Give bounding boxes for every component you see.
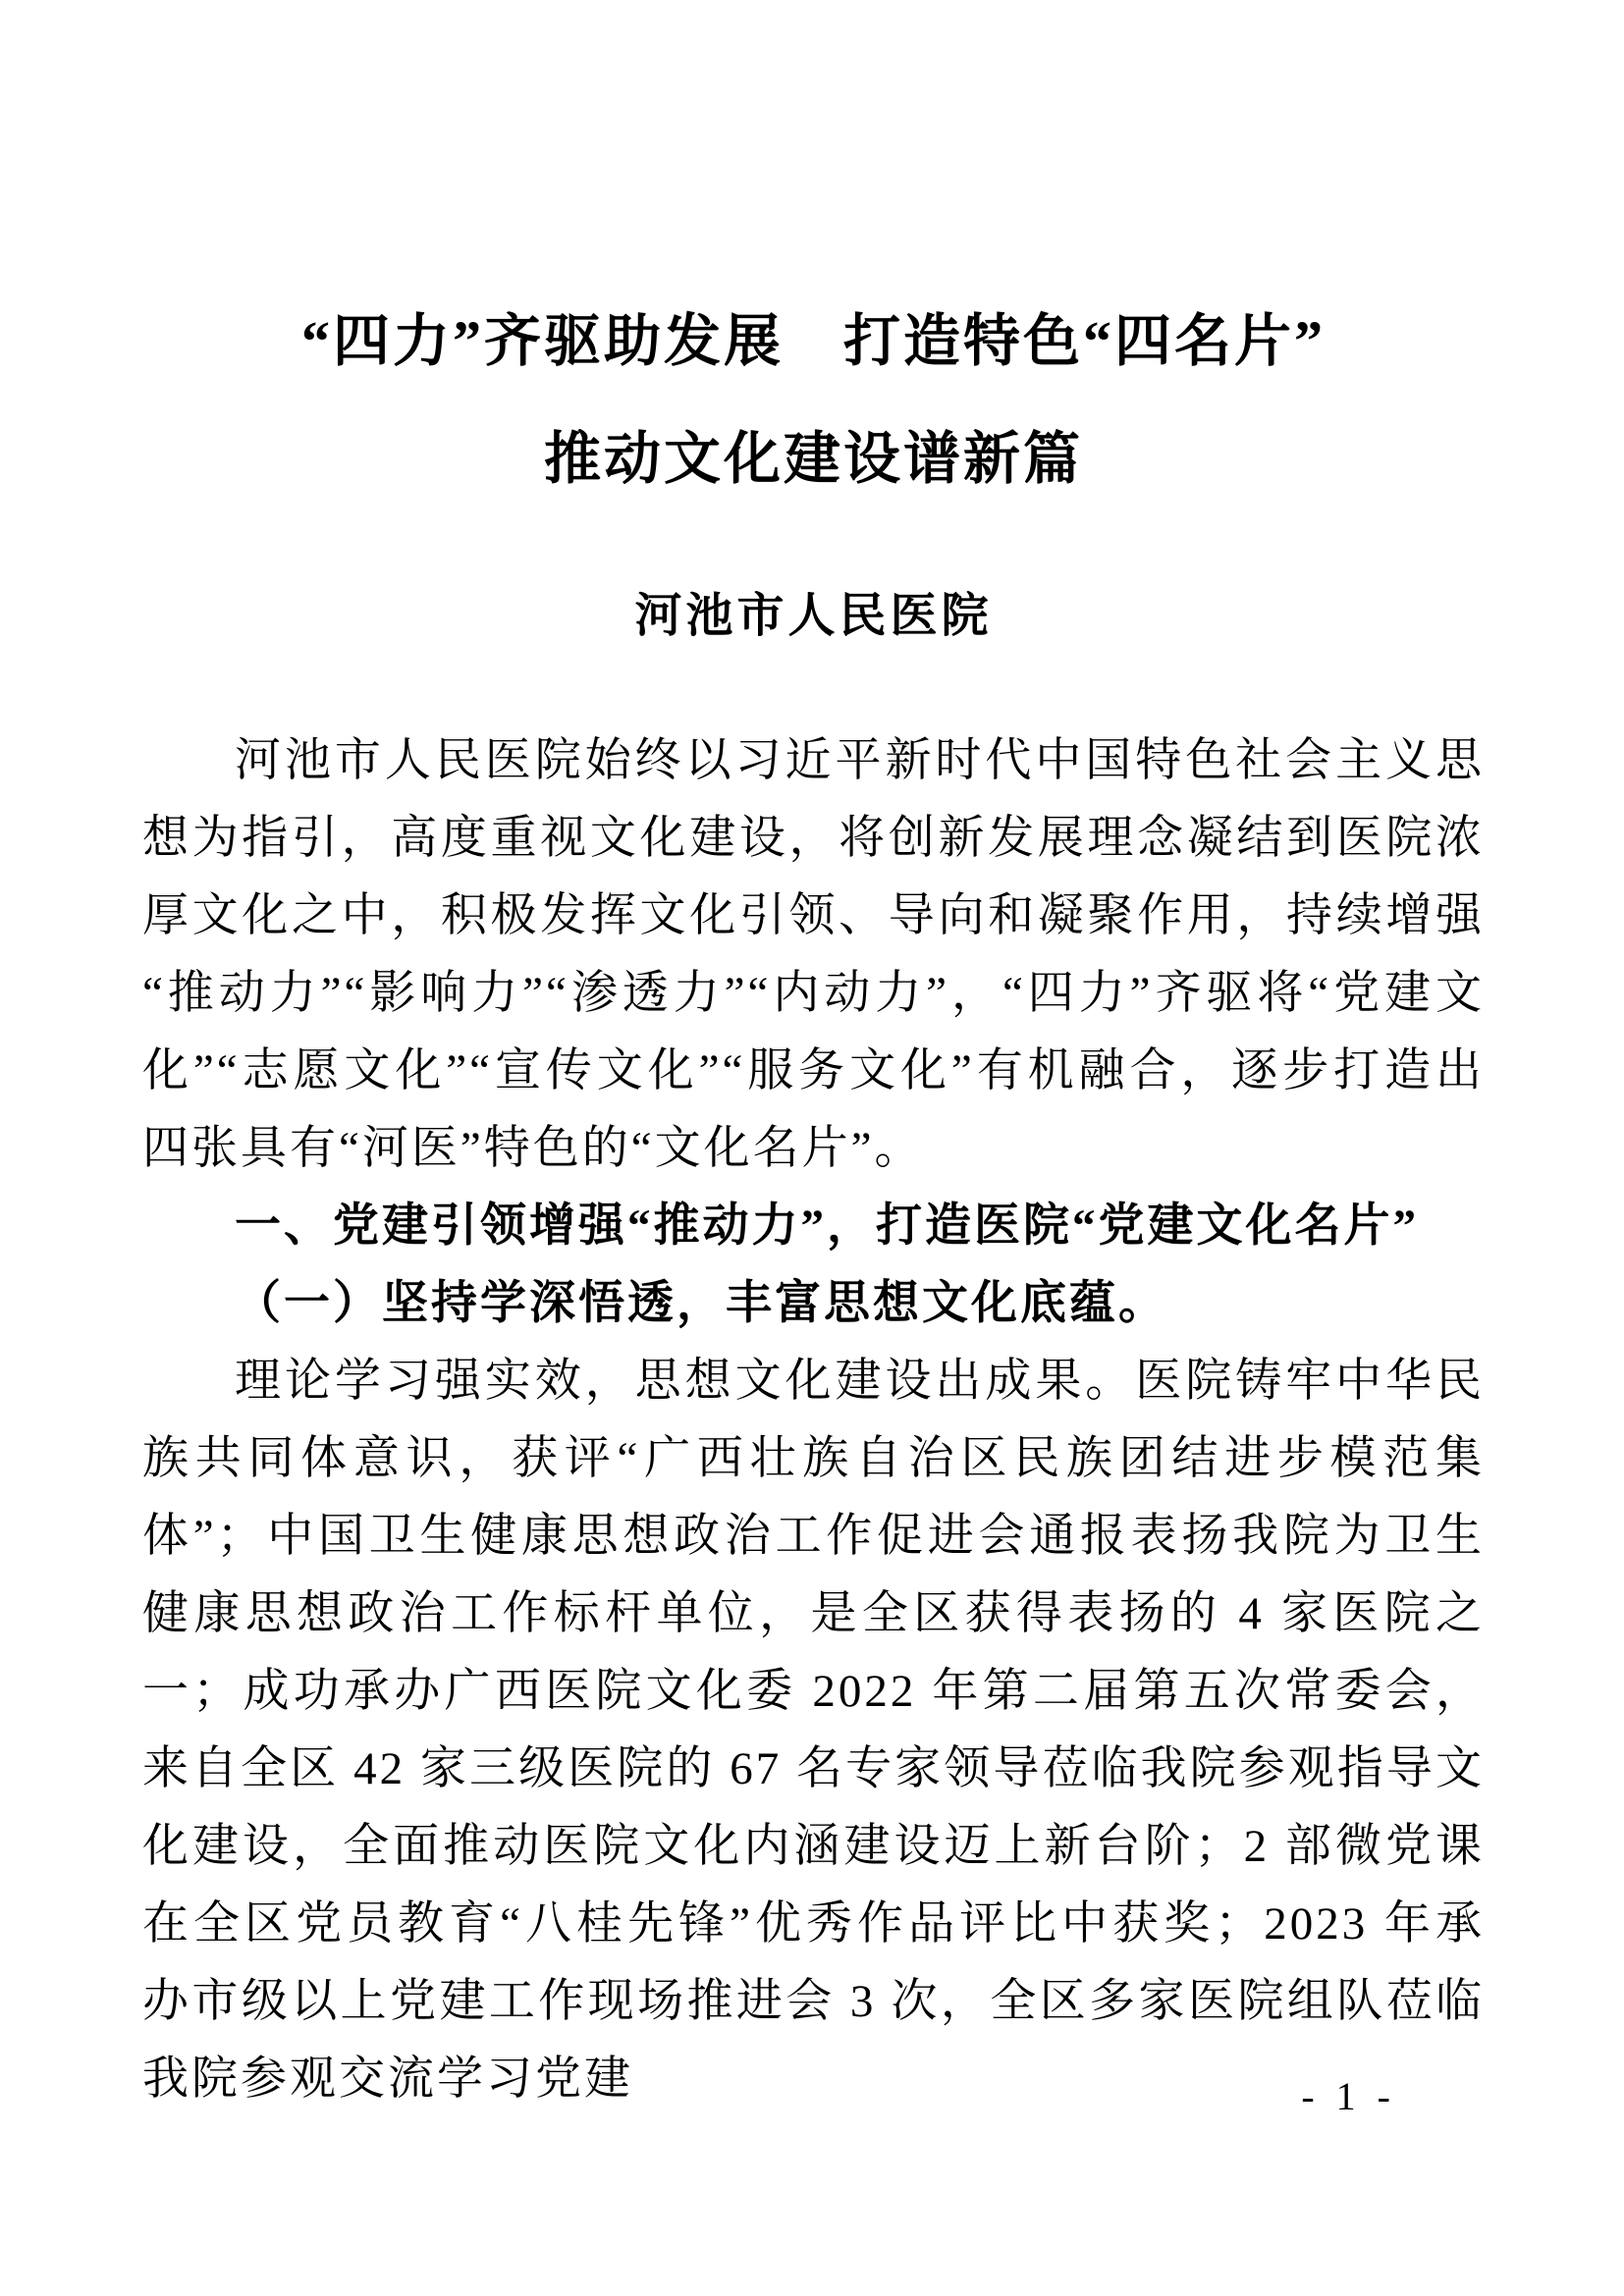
subsection-heading: （一）坚持学深悟透，丰富思想文化底蕴。 bbox=[235, 1278, 1167, 1329]
document-author: 河池市人民医院 bbox=[634, 590, 993, 642]
paragraph-intro: 河池市人民医院始终以习近平新时代中国特色社会主义思想为指引，高度重视文化建设，将创新发展理念凝结到医院浓厚文化之中，积极发挥文化引领、导向和凝聚作用，持续增强“推动力”“影响力”“渗透力”“内动力”，“四力”齐驱将“党建文化”“志愿文化”“宣传文化”“服务文化”有机融合，逐步打造出四张具有“河医”特色的“文化名片”。 bbox=[142, 735, 1485, 1174]
page-number: - 1 - bbox=[1301, 2074, 1396, 2118]
document-title bbox=[142, 283, 1485, 518]
document-body bbox=[142, 722, 1485, 2118]
paragraph-content: 理论学习强实效，思想文化建设出成果。医院铸牢中华民族共同体意识，获评“广西壮族自治区民族团结进步模范集体”；中国卫生健康思想政治工作促进会通报表扬我院为卫生健康思想政治工作标杆单位，是全区获得表扬的 4 家医院之一；成功承办广西医院文化委 2022 年第二届第五次常委会，来自全区 42 家三级医院的 67 名专家领导莅临我院参观指导文化建设，全面推动医院文化内涵建设迈上新台阶；2 部微党课在全区党员教育“八桂先锋”优秀作品评比中获奖；2023 年承办市级以上党建工作现场推进会 3 次，全区多家医院组队莅临我院参观交流学习党建 bbox=[142, 1356, 1485, 2105]
document-title-line1: “四力”齐驱助发展 打造特色“四名片” bbox=[300, 309, 1326, 373]
document-title-line2: 推动文化建设谱新篇 bbox=[543, 427, 1083, 491]
section-heading: 一、党建引领增强“推动力”，打造医院“党建文化名片” bbox=[235, 1201, 1419, 1252]
